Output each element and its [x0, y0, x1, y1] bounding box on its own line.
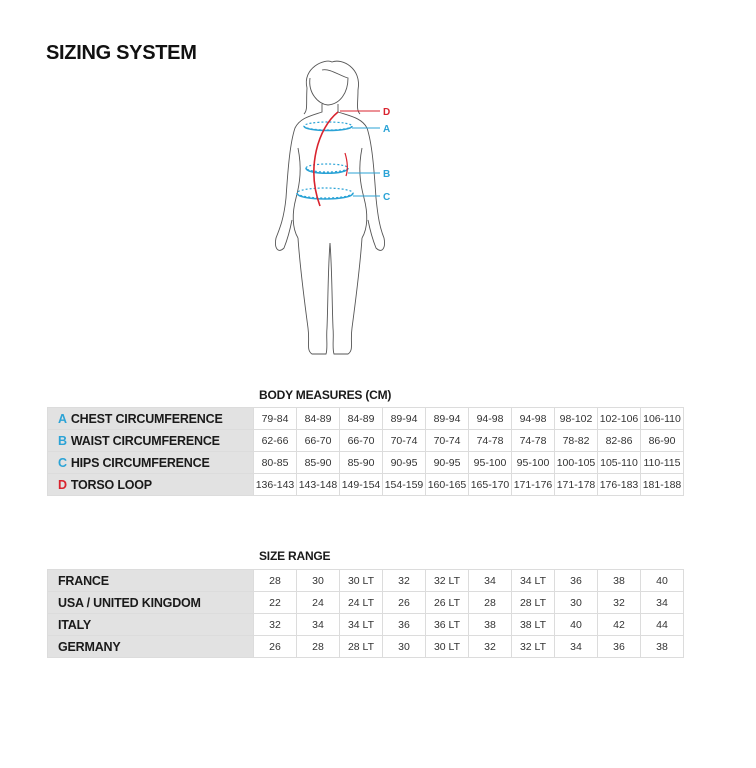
table-cell: 84-89: [297, 408, 340, 430]
table-cell: 24 LT: [340, 592, 383, 614]
table-cell: 30 LT: [426, 636, 469, 658]
label-b: B: [383, 169, 391, 180]
table-cell: 38: [598, 570, 641, 592]
row-label: [48, 592, 254, 614]
table-cell: 89-94: [426, 408, 469, 430]
table-cell: 36 LT: [426, 614, 469, 636]
measure-letter: C: [58, 455, 67, 470]
table-cell: 98-102: [555, 408, 598, 430]
table-cell: 105-110: [598, 452, 641, 474]
row-label-text: TORSO LOOP: [70, 477, 152, 492]
table-cell: 38 LT: [512, 614, 555, 636]
table-row: [48, 636, 684, 658]
table-cell: 34: [297, 614, 340, 636]
table-cell: 136-143: [254, 474, 297, 496]
table-cell: 62-66: [254, 430, 297, 452]
row-label-text: HIPS CIRCUMFERENCE: [70, 455, 210, 470]
size-range-title: SIZE RANGE: [259, 549, 331, 563]
table-cell: 38: [469, 614, 512, 636]
row-label: [48, 614, 254, 636]
table-cell: 38: [641, 636, 684, 658]
table-cell: 26: [254, 636, 297, 658]
body-measures-table: [47, 407, 684, 496]
page-title: SIZING SYSTEM: [46, 42, 197, 64]
row-label-text: ITALY: [58, 617, 92, 632]
table-cell: 24: [297, 592, 340, 614]
table-cell: 70-74: [383, 430, 426, 452]
table-cell: 36: [383, 614, 426, 636]
table-cell: 66-70: [297, 430, 340, 452]
label-a: A: [383, 124, 391, 135]
table-cell: 40: [641, 570, 684, 592]
table-cell: 34 LT: [340, 614, 383, 636]
table-cell: 30 LT: [340, 570, 383, 592]
row-label: [48, 452, 254, 474]
table-cell: 181-188: [641, 474, 684, 496]
row-label: [48, 474, 254, 496]
row-label-text: USA / UNITED KINGDOM: [58, 595, 201, 610]
label-d: D: [383, 107, 391, 118]
row-label: [48, 636, 254, 658]
table-cell: 32 LT: [512, 636, 555, 658]
measure-letter: B: [58, 433, 67, 448]
row-label-text: WAIST CIRCUMFERENCE: [70, 433, 220, 448]
table-cell: 171-176: [512, 474, 555, 496]
table-cell: 28 LT: [340, 636, 383, 658]
table-cell: 28 LT: [512, 592, 555, 614]
table-cell: 34: [555, 636, 598, 658]
table-cell: 86-90: [641, 430, 684, 452]
table-cell: 100-105: [555, 452, 598, 474]
table-cell: 149-154: [340, 474, 383, 496]
table-cell: 110-115: [641, 452, 684, 474]
table-row: [48, 430, 684, 452]
table-cell: 28: [254, 570, 297, 592]
table-cell: 36: [598, 636, 641, 658]
measure-letter: A: [58, 411, 67, 426]
size-range-table: [47, 569, 684, 658]
row-label: [48, 430, 254, 452]
table-cell: 30: [297, 570, 340, 592]
table-cell: 165-170: [469, 474, 512, 496]
table-cell: 171-178: [555, 474, 598, 496]
row-label-text: GERMANY: [58, 639, 121, 654]
table-cell: 84-89: [340, 408, 383, 430]
table-cell: 42: [598, 614, 641, 636]
table-cell: 85-90: [297, 452, 340, 474]
table-cell: 94-98: [512, 408, 555, 430]
table-cell: 32: [469, 636, 512, 658]
table-cell: 66-70: [340, 430, 383, 452]
table-row: [48, 474, 684, 496]
table-cell: 90-95: [426, 452, 469, 474]
table-row: [48, 592, 684, 614]
table-cell: 85-90: [340, 452, 383, 474]
table-cell: 30: [383, 636, 426, 658]
row-label: [48, 408, 254, 430]
body-figure-illustration: [270, 58, 400, 358]
table-cell: 95-100: [469, 452, 512, 474]
table-row: [48, 408, 684, 430]
table-cell: 34: [469, 570, 512, 592]
table-cell: 44: [641, 614, 684, 636]
label-c: C: [383, 192, 391, 203]
table-cell: 78-82: [555, 430, 598, 452]
table-cell: 79-84: [254, 408, 297, 430]
row-label-text: CHEST CIRCUMFERENCE: [70, 411, 223, 426]
table-cell: 26 LT: [426, 592, 469, 614]
table-cell: 26: [383, 592, 426, 614]
table-cell: 28: [297, 636, 340, 658]
row-label: [48, 570, 254, 592]
table-cell: 160-165: [426, 474, 469, 496]
table-cell: 95-100: [512, 452, 555, 474]
table-cell: 74-78: [512, 430, 555, 452]
table-row: [48, 452, 684, 474]
table-cell: 32: [598, 592, 641, 614]
table-cell: 74-78: [469, 430, 512, 452]
table-cell: 36: [555, 570, 598, 592]
table-row: [48, 614, 684, 636]
row-label-text: FRANCE: [58, 573, 109, 588]
table-cell: 154-159: [383, 474, 426, 496]
measure-letter: D: [58, 477, 67, 492]
table-cell: 89-94: [383, 408, 426, 430]
table-cell: 34: [641, 592, 684, 614]
table-cell: 102-106: [598, 408, 641, 430]
table-cell: 90-95: [383, 452, 426, 474]
table-cell: 80-85: [254, 452, 297, 474]
table-row: [48, 570, 684, 592]
table-cell: 28: [469, 592, 512, 614]
table-cell: 40: [555, 614, 598, 636]
table-cell: 106-110: [641, 408, 684, 430]
table-cell: 94-98: [469, 408, 512, 430]
table-cell: 32: [383, 570, 426, 592]
table-cell: 22: [254, 592, 297, 614]
table-cell: 30: [555, 592, 598, 614]
table-cell: 82-86: [598, 430, 641, 452]
body-measures-title: BODY MEASURES (CM): [259, 388, 392, 402]
table-cell: 176-183: [598, 474, 641, 496]
table-cell: 34 LT: [512, 570, 555, 592]
table-cell: 32 LT: [426, 570, 469, 592]
table-cell: 32: [254, 614, 297, 636]
table-cell: 143-148: [297, 474, 340, 496]
table-cell: 70-74: [426, 430, 469, 452]
